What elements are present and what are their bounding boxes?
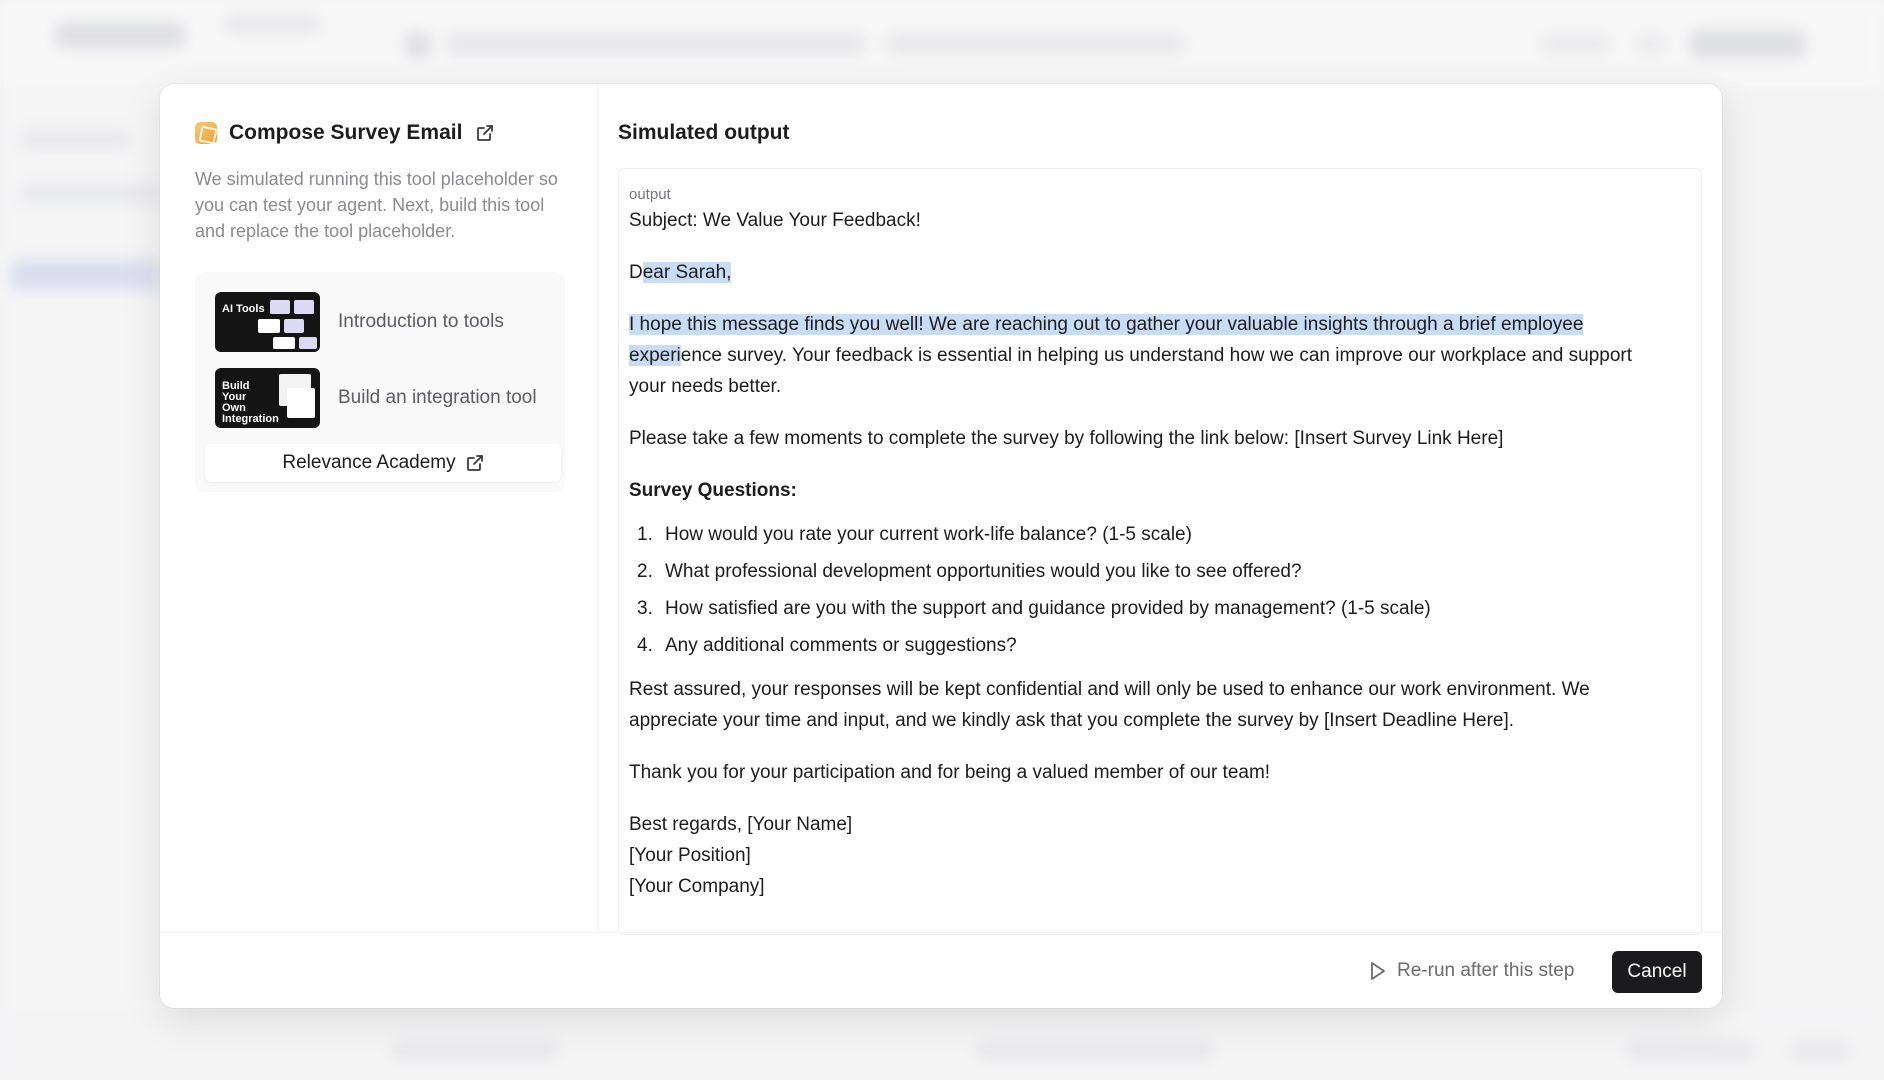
footer-divider bbox=[160, 932, 1722, 933]
resource-build-integration-tool[interactable] bbox=[205, 360, 555, 436]
tool-title: Compose Survey Email bbox=[229, 121, 463, 144]
list-item: 3. How satisfied are you with the support and guidance provided by management? (1-5 scale) bbox=[637, 598, 1431, 619]
email-body[interactable] bbox=[629, 205, 1691, 902]
background-sidebar bbox=[0, 90, 175, 1080]
output-label: output bbox=[629, 186, 671, 203]
output-box[interactable] bbox=[618, 168, 1702, 935]
play-icon bbox=[1369, 961, 1387, 981]
output-title: Simulated output bbox=[618, 121, 790, 144]
tool-description: We simulated running this tool placeholder so you can test your agent. Next, build this tool and replace the tool placeholder. bbox=[195, 169, 558, 241]
email-greeting: Dear Sarah, bbox=[629, 262, 732, 283]
rerun-label: Re-run after this step bbox=[1397, 960, 1575, 981]
list-item: 1. How would you rate your current work-life balance? (1-5 scale) bbox=[637, 524, 1192, 545]
cancel-button[interactable]: Cancel bbox=[1612, 951, 1702, 993]
pane-divider bbox=[597, 84, 598, 932]
email-subject: Subject: We Value Your Feedback! bbox=[629, 210, 921, 231]
resource-thumbnail: AI Tools bbox=[215, 292, 320, 352]
academy-label: Relevance Academy bbox=[282, 452, 456, 473]
list-item: 4. Any additional comments or suggestions? bbox=[637, 635, 1017, 656]
email-paragraph: Rest assured, your responses will be kept confidential and will only be used to enhance our work environment. We appreciate your time and input, and we kindly ask that you complete the survey by [Insert Deadline Here]. bbox=[629, 679, 1590, 731]
text-selection: ear Sarah, bbox=[642, 262, 732, 283]
background-topbar bbox=[0, 0, 1884, 90]
email-paragraph: I hope this message finds you well! We are reaching out to gather your valuable insights through a brief employee experience survey. Your feedback is essential in helping us understand how we can improve our workplace and support your needs better. bbox=[629, 314, 1633, 397]
email-paragraph: Please take a few moments to complete the survey by following the link below: [Insert Survey Link Here] bbox=[629, 428, 1504, 449]
resource-thumbnail: Build Your Own Integration bbox=[215, 368, 320, 428]
email-signature: Best regards, [Your Name] [Your Position] [Your Company] bbox=[629, 814, 853, 897]
survey-questions-list bbox=[629, 516, 1691, 664]
external-link-icon[interactable] bbox=[476, 124, 494, 142]
email-paragraph: Thank you for your participation and for being a valued member of our team! bbox=[629, 762, 1271, 783]
rerun-after-step-button[interactable] bbox=[1369, 951, 1574, 991]
tool-header bbox=[195, 118, 565, 148]
simulated-output-modal bbox=[160, 84, 1722, 1008]
learning-resources bbox=[195, 272, 565, 492]
text-selection: I hope this message finds you well! We are reaching out to gather your valuable insights through a brief employee bbox=[629, 314, 1584, 335]
background-footer bbox=[0, 1010, 1884, 1080]
tool-icon bbox=[195, 122, 217, 144]
resource-intro-to-tools[interactable] bbox=[205, 284, 555, 360]
output-pane bbox=[618, 118, 1702, 935]
tool-info-pane bbox=[195, 118, 565, 492]
survey-questions-heading: Survey Questions: bbox=[629, 480, 797, 501]
resource-label: Build an integration tool bbox=[338, 387, 537, 408]
text-selection: experi bbox=[629, 345, 681, 366]
list-item: 2. What professional development opportunities would you like to see offered? bbox=[637, 561, 1302, 582]
external-link-icon bbox=[466, 454, 484, 472]
relevance-academy-button[interactable] bbox=[205, 444, 561, 482]
resource-label: Introduction to tools bbox=[338, 311, 504, 332]
